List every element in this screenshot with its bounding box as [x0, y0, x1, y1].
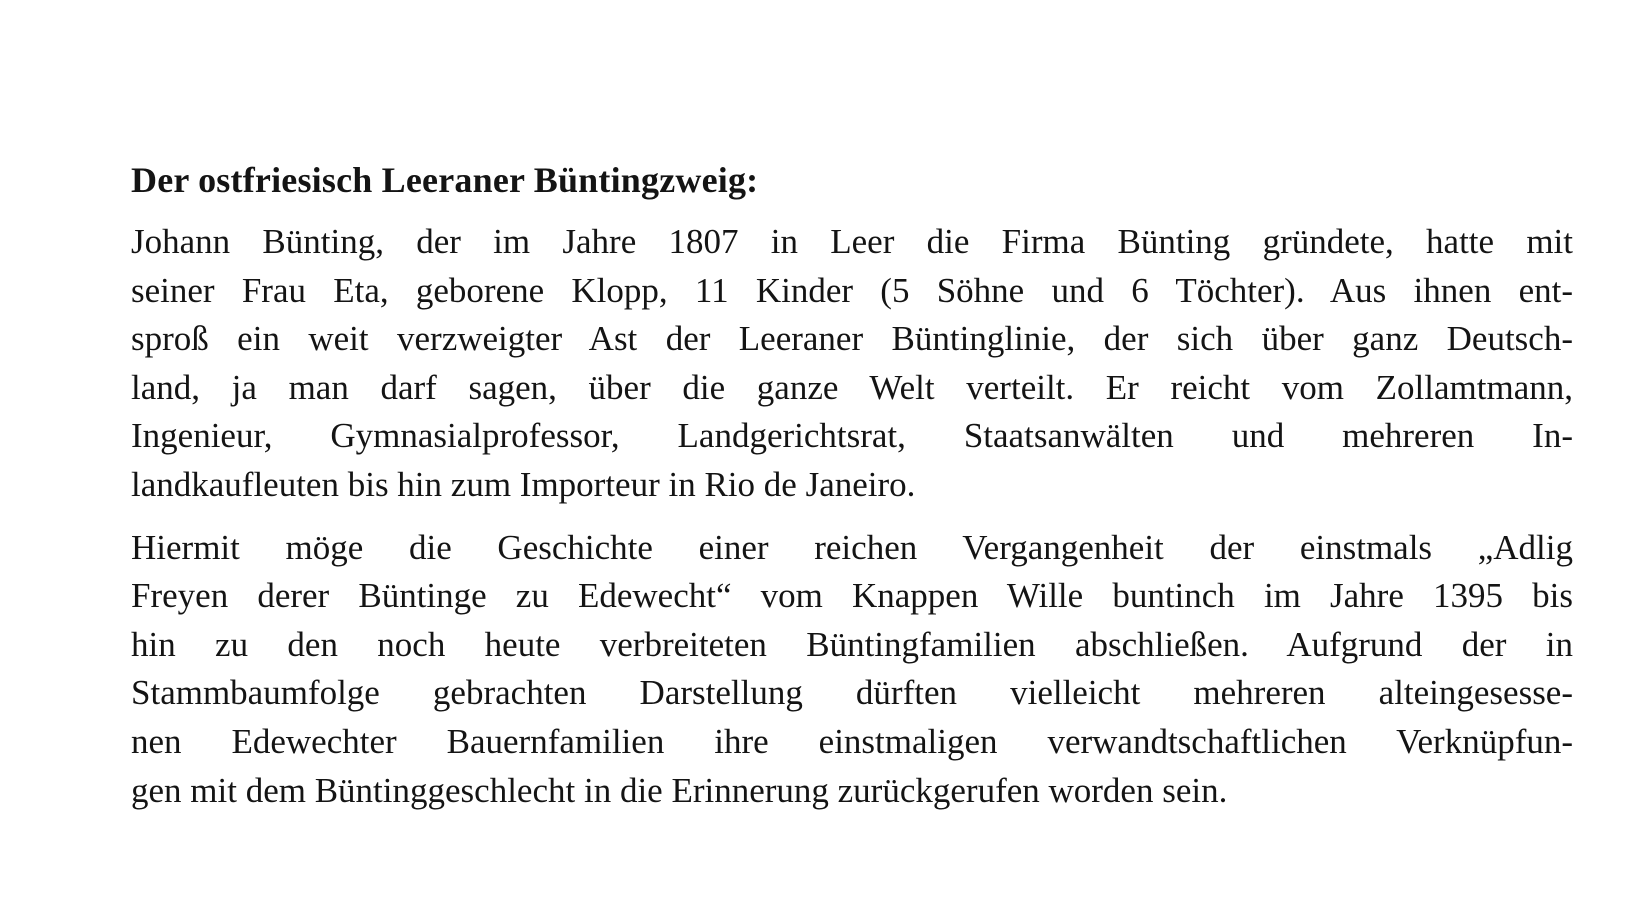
text-line: hin zu den noch heute verbreiteten Büntingfamilien abschließen. Aufgrund der in [131, 624, 1573, 664]
text-line: landkaufleuten bis hin zum Importeur in Rio de Janeiro. [131, 464, 916, 504]
paragraph-2 [131, 524, 1573, 816]
text-line: gen mit dem Büntinggeschlecht in die Erinnerung zurückgerufen worden sein. [131, 770, 1228, 810]
paragraph-spacer [131, 510, 1573, 524]
text-line: Johann Bünting, der im Jahre 1807 in Leer die Firma Bünting gründete, hatte mit [131, 222, 1573, 261]
text-line: nen Edewechter Bauernfamilien ihre einstmaligen verwandtschaftlichen Verknüpfun- [131, 721, 1573, 761]
text-line: seiner Frau Eta, geborene Klopp, 11 Kinder (5 Söhne und 6 Töchter). Aus ihnen ent- [131, 270, 1573, 310]
text-line: sproß ein weit verzweigter Ast der Leeraner Büntinglinie, der sich über ganz Deutsch- [131, 319, 1573, 359]
section-heading: Der ostfriesisch Leeraner Büntingzweig: [131, 160, 759, 200]
paragraph-1 [131, 218, 1573, 510]
text-line: land, ja man darf sagen, über die ganze Welt verteilt. Er reicht vom Zollamtmann, [131, 367, 1573, 407]
text-line: Ingenieur, Gymnasialprofessor, Landgerichtsrat, Staatsanwälten und mehreren In- [131, 416, 1573, 456]
text-line: Freyen derer Büntinge zu Edewecht“ vom Knappen Wille buntinch im Jahre 1395 bis [131, 576, 1573, 616]
text-line: Stammbaumfolge gebrachten Darstellung dürften vielleicht mehreren alteingesesse- [131, 673, 1573, 713]
text-line: Hiermit möge die Geschichte einer reichen Vergangenheit der einstmals „Adlig [131, 527, 1573, 567]
document-page [131, 158, 1573, 815]
